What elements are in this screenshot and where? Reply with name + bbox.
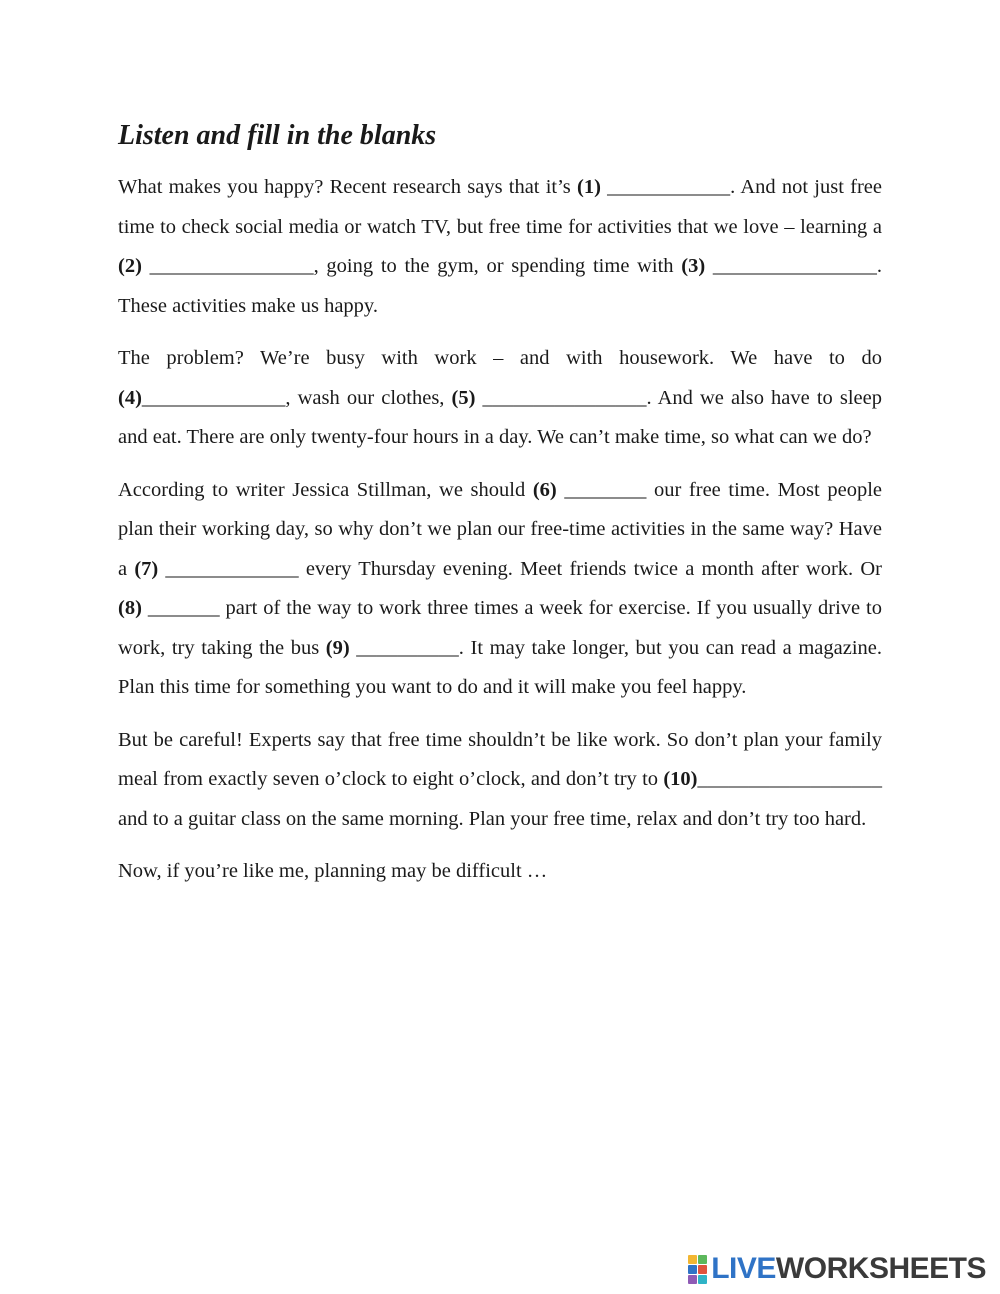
blank-number: (6) (532, 478, 557, 501)
logo-square (688, 1255, 697, 1264)
logo-letter: E (756, 1252, 776, 1285)
logo-square (698, 1255, 707, 1264)
logo-letter: E (909, 1252, 930, 1285)
logo-grid-icon (688, 1255, 707, 1284)
logo-text (711, 1254, 986, 1284)
liveworksheets-logo[interactable] (688, 1252, 986, 1286)
blank-number: (1) (577, 176, 601, 198)
blank-number: (5) (451, 386, 476, 409)
logo-letter: E (929, 1252, 949, 1285)
text-segment: __________________ and to a guitar class on the same morning. Plan your free time, relax and don’t try too hard. (118, 768, 882, 830)
logo-square (698, 1275, 707, 1284)
logo-square (688, 1275, 697, 1284)
logo-letter: O (803, 1252, 827, 1285)
text-segment: ____________. And not just free time to check social media or watch TV, but free time for activities that we love – learning a (118, 176, 882, 238)
paragraph-2 (118, 339, 882, 458)
blank-number: (10) (663, 768, 698, 790)
logo-letter: R (826, 1252, 848, 1285)
logo-square (698, 1265, 707, 1274)
logo-letter: W (775, 1252, 804, 1285)
paragraph-1 (118, 168, 882, 326)
text-segment: The problem? We’re busy with work – and with housework. We have to do (118, 347, 882, 369)
text-segment: ________________. And we also have to sleep and eat. There are only twenty-four hours in a day. We can’t make time, so what can we do? (118, 386, 882, 448)
logo-letter: S (966, 1252, 986, 1285)
paragraph-3 (118, 471, 882, 708)
text-segment: Now, if you’re like me, planning may be difficult … (118, 860, 548, 882)
text-segment: What makes you happy? Recent research says that it’s (118, 176, 578, 198)
worksheet-page (118, 116, 882, 905)
blank-number: (7) (134, 557, 159, 580)
text-segment: ______________, wash our clothes, (141, 386, 452, 409)
logo-letter: I (729, 1252, 737, 1285)
logo-letter: S (868, 1252, 889, 1285)
blank-number: (2) (118, 255, 142, 277)
blank-number: (3) (681, 255, 706, 277)
logo-letter: K (847, 1252, 869, 1285)
worksheet-body (118, 168, 882, 892)
text-segment: According to writer Jessica Stillman, we should (118, 478, 533, 501)
text-segment: ________ our free time. Most people plan their working day, so why don’t we plan our free-time activities in the same way? Have a (118, 478, 882, 580)
paragraph-4 (118, 721, 882, 840)
worksheet-title: Listen and fill in the blanks (118, 120, 437, 151)
text-segment: __________. It may take longer, but you can read a magazine. Plan this time for something you want to do and it will make you feel happy. (118, 636, 882, 698)
text-segment: But be careful! Experts say that free time shouldn’t be like work. So don’t plan your family meal from exactly seven o’clock to eight o’clock, and don’t try to (118, 728, 882, 790)
blank-number: (9) (325, 636, 350, 659)
text-segment: ________________. These activities make us happy. (118, 255, 882, 317)
blank-number: (4) (118, 386, 142, 409)
blank-number: (8) (118, 597, 142, 619)
text-segment: ________________, going to the gym, or spending time with (141, 255, 682, 277)
paragraph-5 (118, 852, 882, 892)
logo-letter: V (736, 1252, 757, 1285)
logo-letter: H (888, 1252, 910, 1285)
text-segment: _____________ every Thursday evening. Meet friends twice a month after work. Or (158, 557, 882, 580)
logo-letter: T (948, 1252, 967, 1285)
logo-square (688, 1265, 697, 1274)
text-segment: _______ part of the way to work three times a week for exercise. If you usually drive to work, try taking the bus (118, 597, 882, 659)
logo-letter: L (711, 1252, 730, 1285)
